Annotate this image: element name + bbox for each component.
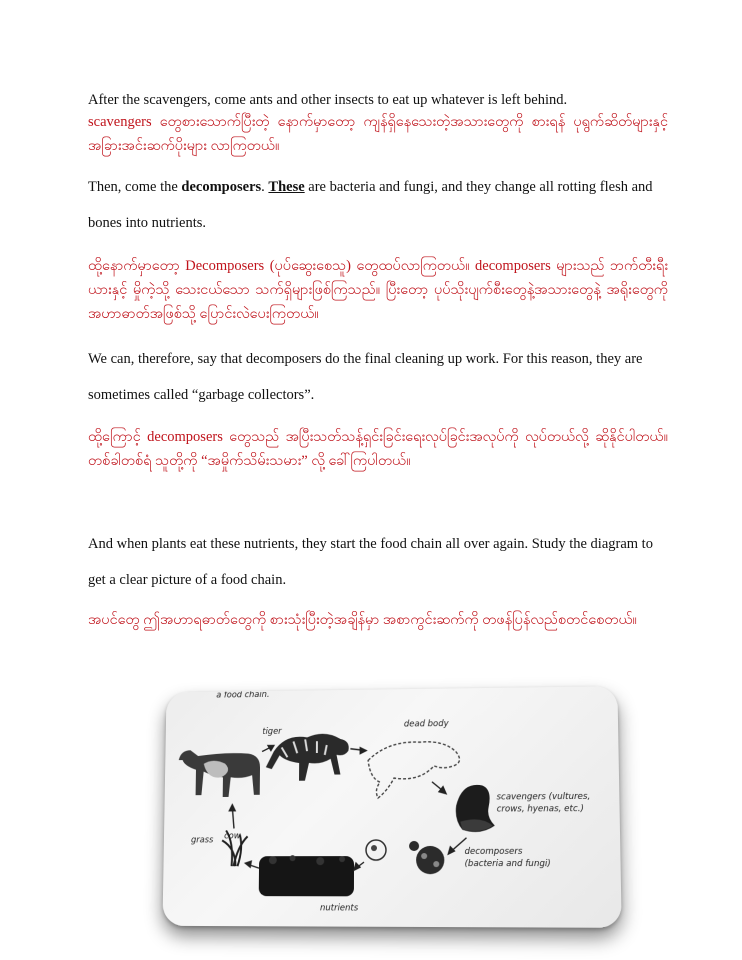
tiger-label: tiger xyxy=(262,725,282,736)
dead-body-label: dead body xyxy=(403,717,449,729)
arrowhead-grass-to-cow xyxy=(229,805,235,811)
scavengers-label: scavengers (vultures, xyxy=(496,790,591,802)
grass-label: grass xyxy=(190,834,214,845)
arrowhead-nutrients-to-grass xyxy=(245,861,251,867)
decomposers-illustration xyxy=(366,840,444,874)
nutrients-illustration xyxy=(259,855,354,896)
food-chain-diagram xyxy=(162,686,621,928)
arrowhead-cow-to-tiger xyxy=(268,746,274,751)
paragraph-1-english: After the scavengers, come ants and other insects to eat up whatever is left behind. xyxy=(88,92,568,108)
paragraph-1-burmese: scavengers တွေစားသောက်ပြီးတဲ့ နောက်မှာတော့ ကျန်ရှိနေသေးတဲ့အသားတွေကို စားရန် ပုရွက်ဆိတ်များနှင့် အခြားအင်းဆက်ပိုးများ လာကြတယ်။ xyxy=(88,114,668,154)
paragraph-2-burmese: ထို့နောက်မှာတော့ Decomposers (ပုပ်ဆွေးစေသူ) တွေထပ်လာကြတယ်။ decomposers များသည် ဘက်တီးရီးယားနှင့် မှိုကဲ့သို့ သေးငယ်သော သက်ရှိများဖြစ်ကြသည်။ ပြီးတော့ ပုပ်သိုးပျက်စီးတွေနဲ့အသားတွေနဲ့ အရိုးတွေကို အဟာဓာတ်အဖြစ်သို့ ပြောင်းလဲပေးကြတယ်။ xyxy=(88,258,668,322)
tiger-illustration xyxy=(266,733,349,781)
these-term: These xyxy=(268,179,305,195)
decomposers-label: decomposers xyxy=(464,845,523,857)
arrowhead-tiger-to-deadbody xyxy=(360,748,366,754)
nutrients-label: nutrients xyxy=(319,902,359,913)
paragraph-3-burmese: ထို့ကြောင့် decomposers တွေသည် အပြီးသတ်သန့်ရှင်းခြင်းရေးလုပ်ခြင်းအလုပ်ကို လုပ်တယ်လို့ ဆိုနိုင်ပါတယ်။ တစ်ခါတစ်ရံ သူတို့ကို “အမှိုက်သိမ်းသမား” လို့ ခေါ်ကြပါတယ်။ xyxy=(88,429,668,469)
paragraph-2-english xyxy=(88,169,668,241)
decomposers-term: decomposers xyxy=(181,179,262,195)
paragraph-2-text-c: . xyxy=(261,179,269,195)
diagram-title: a food chain. xyxy=(216,688,270,700)
paragraph-4-english: And when plants eat these nutrients, they start the food chain all over again. Study the diagram to get a clear picture of a food chain. xyxy=(88,536,653,588)
dead-body-illustration xyxy=(368,741,460,798)
paragraph-2-text-e: are bacteria and fungi, and they change all rotting flesh and bones into nutrients. xyxy=(88,179,653,231)
decomposers-label-line2: (bacteria and fungi) xyxy=(464,857,551,869)
cow-label: cow xyxy=(224,830,241,841)
paragraph-4-burmese: အပင်တွေ ဤအဟာရဓာတ်တွေကို စားသုံးပြီးတဲ့အချိန်မှာ အစာကွင်းဆက်ကို တဖန်ပြန်လည်စတင်စေတယ်။ xyxy=(88,612,637,628)
arrowhead-scavengers-to-decomposers xyxy=(448,847,454,854)
paragraph-2-text-a: Then, come the xyxy=(88,179,182,195)
food-chain-svg xyxy=(162,686,621,928)
scavengers-illustration xyxy=(456,785,495,832)
arrowhead-decomposers-to-nutrients xyxy=(354,863,360,870)
paragraph-3-english: We can, therefore, say that decomposers do the final cleaning up work. For this reason, they are sometimes called “garbage collectors”. xyxy=(88,351,643,403)
scavengers-label-line2: crows, hyenas, etc.) xyxy=(496,802,584,814)
cow-illustration xyxy=(178,750,260,798)
